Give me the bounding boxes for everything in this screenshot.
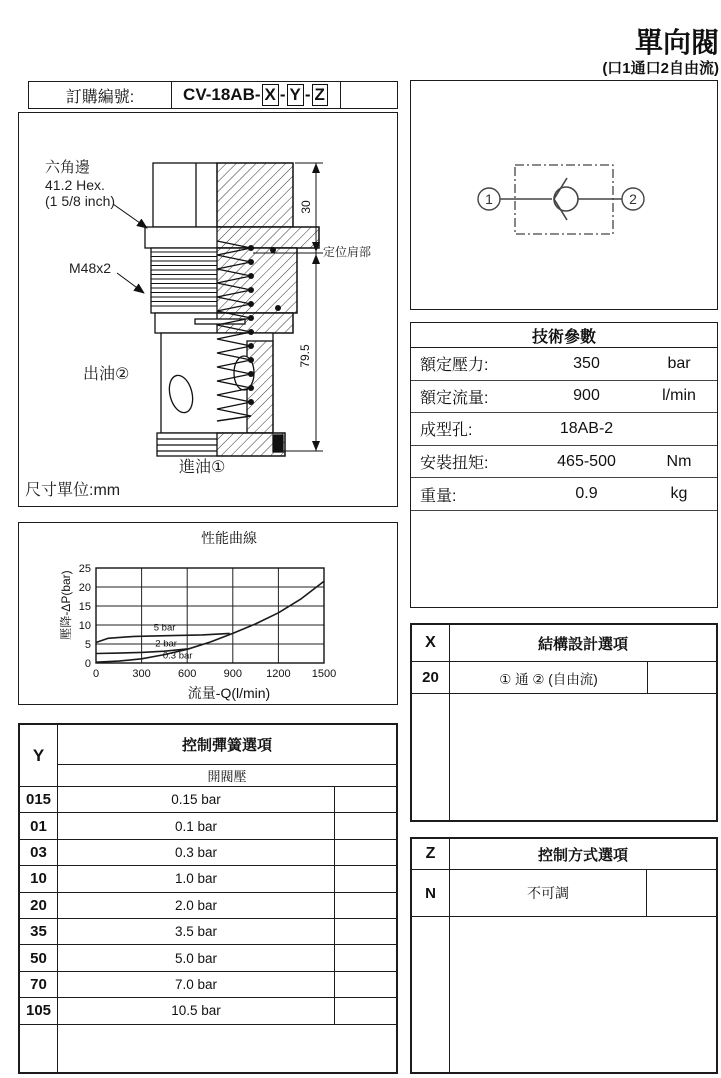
design-table-code: X (412, 625, 450, 662)
spring-table-row (20, 787, 396, 813)
y-tick-label: 10 (78, 620, 91, 632)
spring-table-code: Y (20, 725, 58, 787)
design-table-title: 結構設計選項 (450, 625, 716, 662)
spring-row-empty (335, 998, 396, 1023)
drawing-panel (18, 112, 398, 507)
design-table-filler (412, 694, 450, 820)
tech-param-label: 安裝扭矩: (420, 455, 489, 473)
order-sep2: - (304, 85, 311, 104)
tech-param-unit: Nm (666, 452, 692, 470)
tech-param-row (411, 381, 717, 414)
spring-row-code: 35 (20, 919, 58, 944)
spring-row-code: 50 (20, 945, 58, 970)
tech-param-label: 重量: (420, 487, 457, 505)
tech-params-title: 技術參數 (411, 323, 717, 348)
plot-border (96, 568, 324, 663)
spring-row-code: 10 (20, 866, 58, 891)
hex-size-label-line3: (1 5/8 inch) (45, 193, 116, 210)
tech-param-unit: kg (670, 485, 688, 503)
check-valve-symbol (411, 81, 716, 308)
spring-row-value: 10.5 bar (58, 998, 335, 1023)
tech-param-row (411, 413, 717, 446)
symbol-ball (554, 187, 578, 211)
curve-label: 0.3 bar (162, 650, 193, 662)
page-subtitle: (口1通口2自由流) (602, 60, 719, 78)
spring-row-empty (335, 787, 396, 812)
spring-row-code: 20 (20, 893, 58, 918)
x-tick-label: 1200 (266, 668, 291, 680)
page-title: 單向閥 (634, 27, 719, 58)
spring-table-row (20, 972, 396, 998)
tech-param-row (411, 348, 717, 381)
control-table-code: Z (412, 839, 450, 870)
tech-params-panel (410, 322, 718, 608)
spring-row-empty (335, 945, 396, 970)
x-tick-label: 900 (223, 668, 242, 680)
spring-table-row (20, 866, 396, 892)
spring-row-empty (335, 813, 396, 838)
spring-row-empty (335, 866, 396, 891)
symbol-panel (410, 80, 718, 310)
control-table-title: 控制方式選項 (450, 839, 716, 870)
hex-size-label-line2: 41.2 Hex. (45, 176, 105, 193)
spring-table-row (20, 813, 396, 839)
y-tick-label: 0 (84, 658, 91, 670)
spring-row-value: 7.0 bar (58, 972, 335, 997)
control-table-row (412, 870, 716, 917)
tech-param-label: 額定流量: (420, 389, 489, 407)
spring-table-rows (20, 787, 396, 1025)
tech-param-unit: bar (667, 354, 691, 372)
spring-table-subtitle: 開閥壓 (58, 765, 396, 787)
shoulder-label: 定位肩部 (323, 245, 372, 259)
spring-row-value: 0.1 bar (58, 813, 335, 838)
spring-row-empty (335, 840, 396, 865)
x-tick-label: 1500 (311, 668, 337, 680)
symbol-seat (554, 178, 567, 220)
spring-row-value: 0.3 bar (58, 840, 335, 865)
hex-size-label-line1: 六角邊 (45, 159, 91, 176)
spring-row-value: 3.5 bar (58, 919, 335, 944)
spring-table-row (20, 893, 396, 919)
port2-label: 出油② (83, 366, 130, 383)
order-model-prefix: CV-18AB- (183, 85, 261, 104)
control-row-code: N (412, 870, 450, 916)
dim-top-text: 30 (299, 200, 313, 214)
curve-label: 2 bar (155, 638, 177, 650)
tech-param-value: 465-500 (557, 452, 616, 470)
spring-table-filler (20, 1025, 58, 1072)
chart-y-axis-label: 壓降-ΔP(bar) (59, 570, 73, 640)
spring-row-empty (335, 893, 396, 918)
unit-note: 尺寸單位:mm (25, 482, 121, 499)
tech-param-value: 18AB-2 (559, 419, 614, 437)
spring-row-code: 015 (20, 787, 58, 812)
order-empty-cell (341, 82, 397, 108)
design-row-empty (648, 662, 716, 693)
port1-label: 進油① (179, 459, 226, 476)
curve-label: 5 bar (153, 622, 176, 634)
spring-options-table (18, 723, 398, 1074)
order-code-y: Y (287, 84, 304, 106)
x-tick-label: 300 (132, 668, 151, 680)
spring-row-code: 70 (20, 972, 58, 997)
tech-param-value: 350 (573, 354, 600, 372)
spring-row-value: 1.0 bar (58, 866, 335, 891)
spring-table-row (20, 945, 396, 971)
spring-table-row (20, 840, 396, 866)
y-tick-label: 20 (78, 582, 91, 594)
spring-row-value: 2.0 bar (58, 893, 335, 918)
design-row-value: ① 通 ② (自由流) (450, 662, 648, 693)
control-row-value: 不可調 (450, 870, 647, 916)
design-row-code: 20 (412, 662, 450, 693)
tech-param-value: 900 (573, 387, 600, 405)
order-code-x: X (262, 84, 279, 106)
order-label: 訂購編號: (65, 88, 135, 106)
tech-param-row (411, 446, 717, 479)
curve-0.3-bar (96, 581, 324, 662)
design-table-row (412, 662, 716, 694)
order-code-z: Z (312, 84, 328, 106)
hex-size-label (45, 159, 115, 210)
y-tick-label: 5 (84, 639, 91, 651)
y-tick-label: 15 (78, 601, 91, 613)
tech-param-label: 成型孔: (420, 422, 473, 440)
spring-row-code: 03 (20, 840, 58, 865)
order-number-box (28, 81, 398, 109)
x-tick-label: 600 (178, 668, 197, 680)
spring-table-title: 控制彈簧選項 (58, 725, 396, 765)
design-options-table (410, 623, 718, 822)
chart-x-axis-label: 流量-Q(l/min) (187, 685, 271, 701)
control-options-table (410, 837, 718, 1074)
tech-param-row (411, 478, 717, 511)
chart-panel (18, 522, 398, 705)
order-sep1: - (279, 85, 286, 104)
spring-table-row (20, 998, 396, 1024)
tech-param-unit: l/min (662, 387, 696, 405)
thread-size-label: M48x2 (69, 260, 112, 276)
title-block (419, 28, 719, 78)
spring-row-value: 0.15 bar (58, 787, 335, 812)
performance-chart (19, 523, 396, 703)
control-row-empty (647, 870, 716, 916)
spring-table-row (20, 919, 396, 945)
spring-row-code: 105 (20, 998, 58, 1023)
x-tick-label: 0 (92, 668, 100, 680)
symbol-port2-number: 2 (629, 191, 637, 207)
order-code (171, 82, 341, 108)
spring-row-empty (335, 972, 396, 997)
spring-row-code: 01 (20, 813, 58, 838)
y-tick-label: 25 (78, 563, 91, 575)
tech-param-value: 0.9 (575, 485, 598, 503)
spring-row-empty (335, 919, 396, 944)
spring-row-value: 5.0 bar (58, 945, 335, 970)
chart-title: 性能曲線 (201, 530, 257, 546)
control-table-filler (412, 917, 450, 1072)
dim-total-text: 79.5 (298, 344, 312, 368)
symbol-port1-number: 1 (485, 191, 493, 207)
tech-param-label: 額定壓力: (420, 357, 489, 375)
